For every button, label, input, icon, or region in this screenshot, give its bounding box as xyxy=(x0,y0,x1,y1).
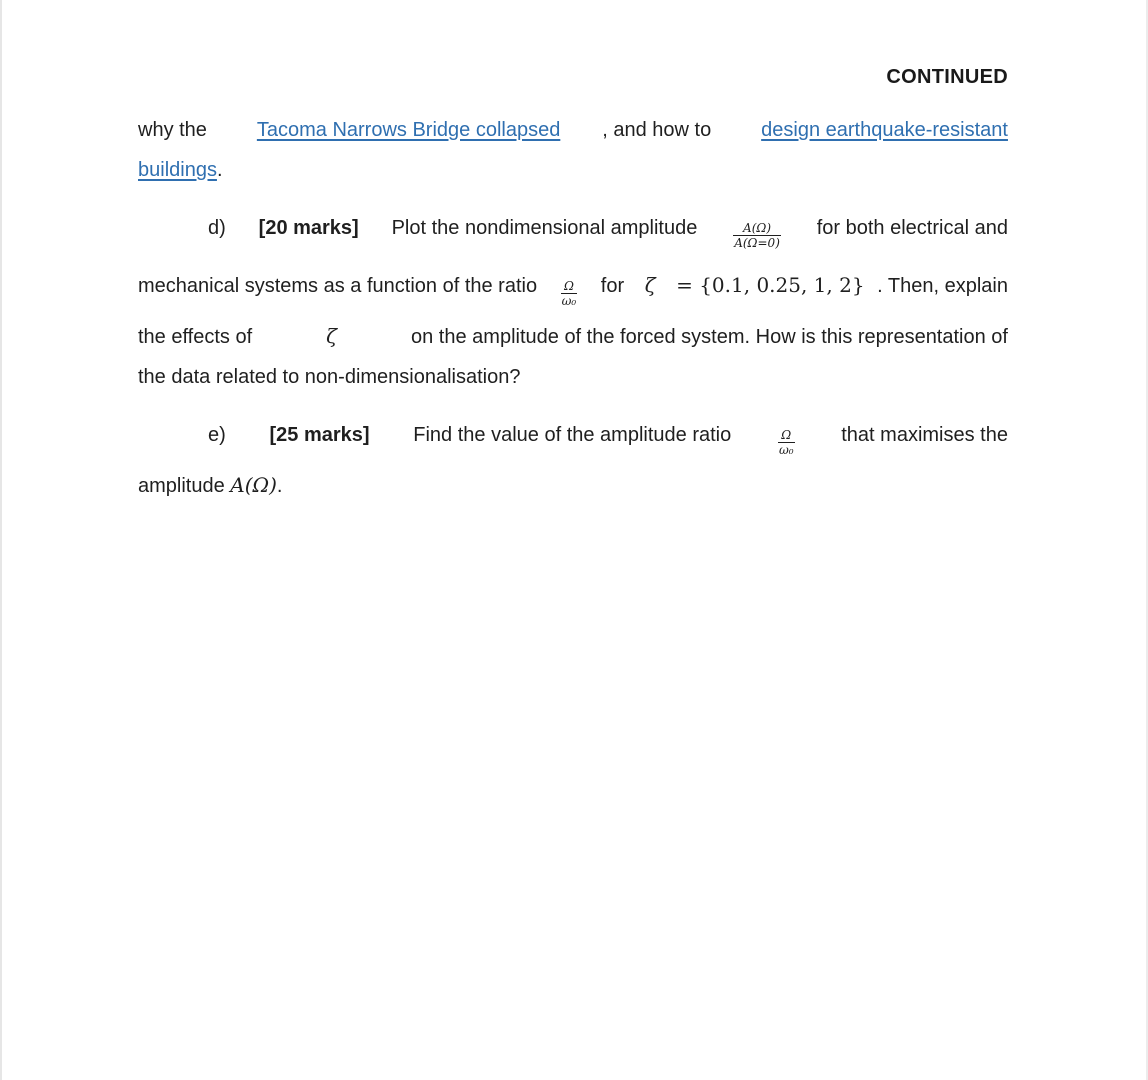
amplitude-function: A(Ω) xyxy=(230,473,277,497)
earthquake-design-link[interactable]: design earthquake-resistant xyxy=(761,119,1008,141)
fraction-numerator: Ω xyxy=(781,428,792,442)
part-d-label: d) xyxy=(208,217,226,239)
para1-line1 xyxy=(138,118,1008,142)
frequency-ratio-fraction xyxy=(778,428,795,457)
part-e-text1: Find the value of the amplitude ratio xyxy=(413,424,732,446)
para1-text-c: . xyxy=(216,159,223,181)
zeta-symbol: ζ xyxy=(326,324,337,348)
part-d-line1 xyxy=(208,216,1008,252)
part-e-text4: . xyxy=(276,475,283,497)
para1-line2 xyxy=(138,158,1008,182)
part-d-text2: for both electrical and xyxy=(816,217,1008,239)
part-d-text4: for xyxy=(600,275,625,297)
part-d-text7: on the amplitude of the forced system. How is this representation of xyxy=(411,326,1008,348)
part-d-text5: . Then, explain xyxy=(877,275,1008,297)
part-e-label: e) xyxy=(208,424,226,446)
part-d-marks: [20 marks] xyxy=(258,217,359,239)
para1-text-a: why the xyxy=(138,119,207,141)
fraction-denominator: A(Ω=0) xyxy=(734,236,780,250)
part-d-line2 xyxy=(138,273,1008,310)
zeta-symbol: ζ xyxy=(644,273,656,297)
fraction-numerator: A(Ω) xyxy=(743,221,772,235)
part-e-text3: amplitude xyxy=(138,475,225,497)
part-e-line2 xyxy=(138,473,1008,498)
tacoma-bridge-link[interactable]: Tacoma Narrows Bridge collapsed xyxy=(256,119,561,141)
part-e-text2: that maximises the xyxy=(841,424,1008,446)
page-edge-left xyxy=(0,0,2,1080)
fraction-denominator: ω₀ xyxy=(561,294,577,308)
part-d-text1: Plot the nondimensional amplitude xyxy=(391,217,698,239)
fraction-numerator: Ω xyxy=(563,279,574,293)
zeta-value-set: = {0.1, 0.25, 1, 2} xyxy=(676,273,865,297)
part-e-marks: [25 marks] xyxy=(269,424,370,446)
part-d-line3 xyxy=(138,324,1008,349)
part-d-text8: the data related to non-dimensionalisation? xyxy=(138,366,521,388)
frequency-ratio-fraction xyxy=(561,279,578,308)
page-header: CONTINUED xyxy=(886,66,1008,88)
part-d-text3: mechanical systems as a function of the ratio xyxy=(138,275,538,297)
earthquake-design-link-cont[interactable]: buildings xyxy=(138,159,217,181)
part-e-line1 xyxy=(208,423,1008,459)
part-d-line4 xyxy=(138,365,1008,389)
part-d-text6: the effects of xyxy=(138,326,253,348)
para1-text-b: , and how to xyxy=(602,119,712,141)
fraction-denominator: ω₀ xyxy=(778,443,794,457)
amplitude-ratio-fraction xyxy=(733,221,781,250)
